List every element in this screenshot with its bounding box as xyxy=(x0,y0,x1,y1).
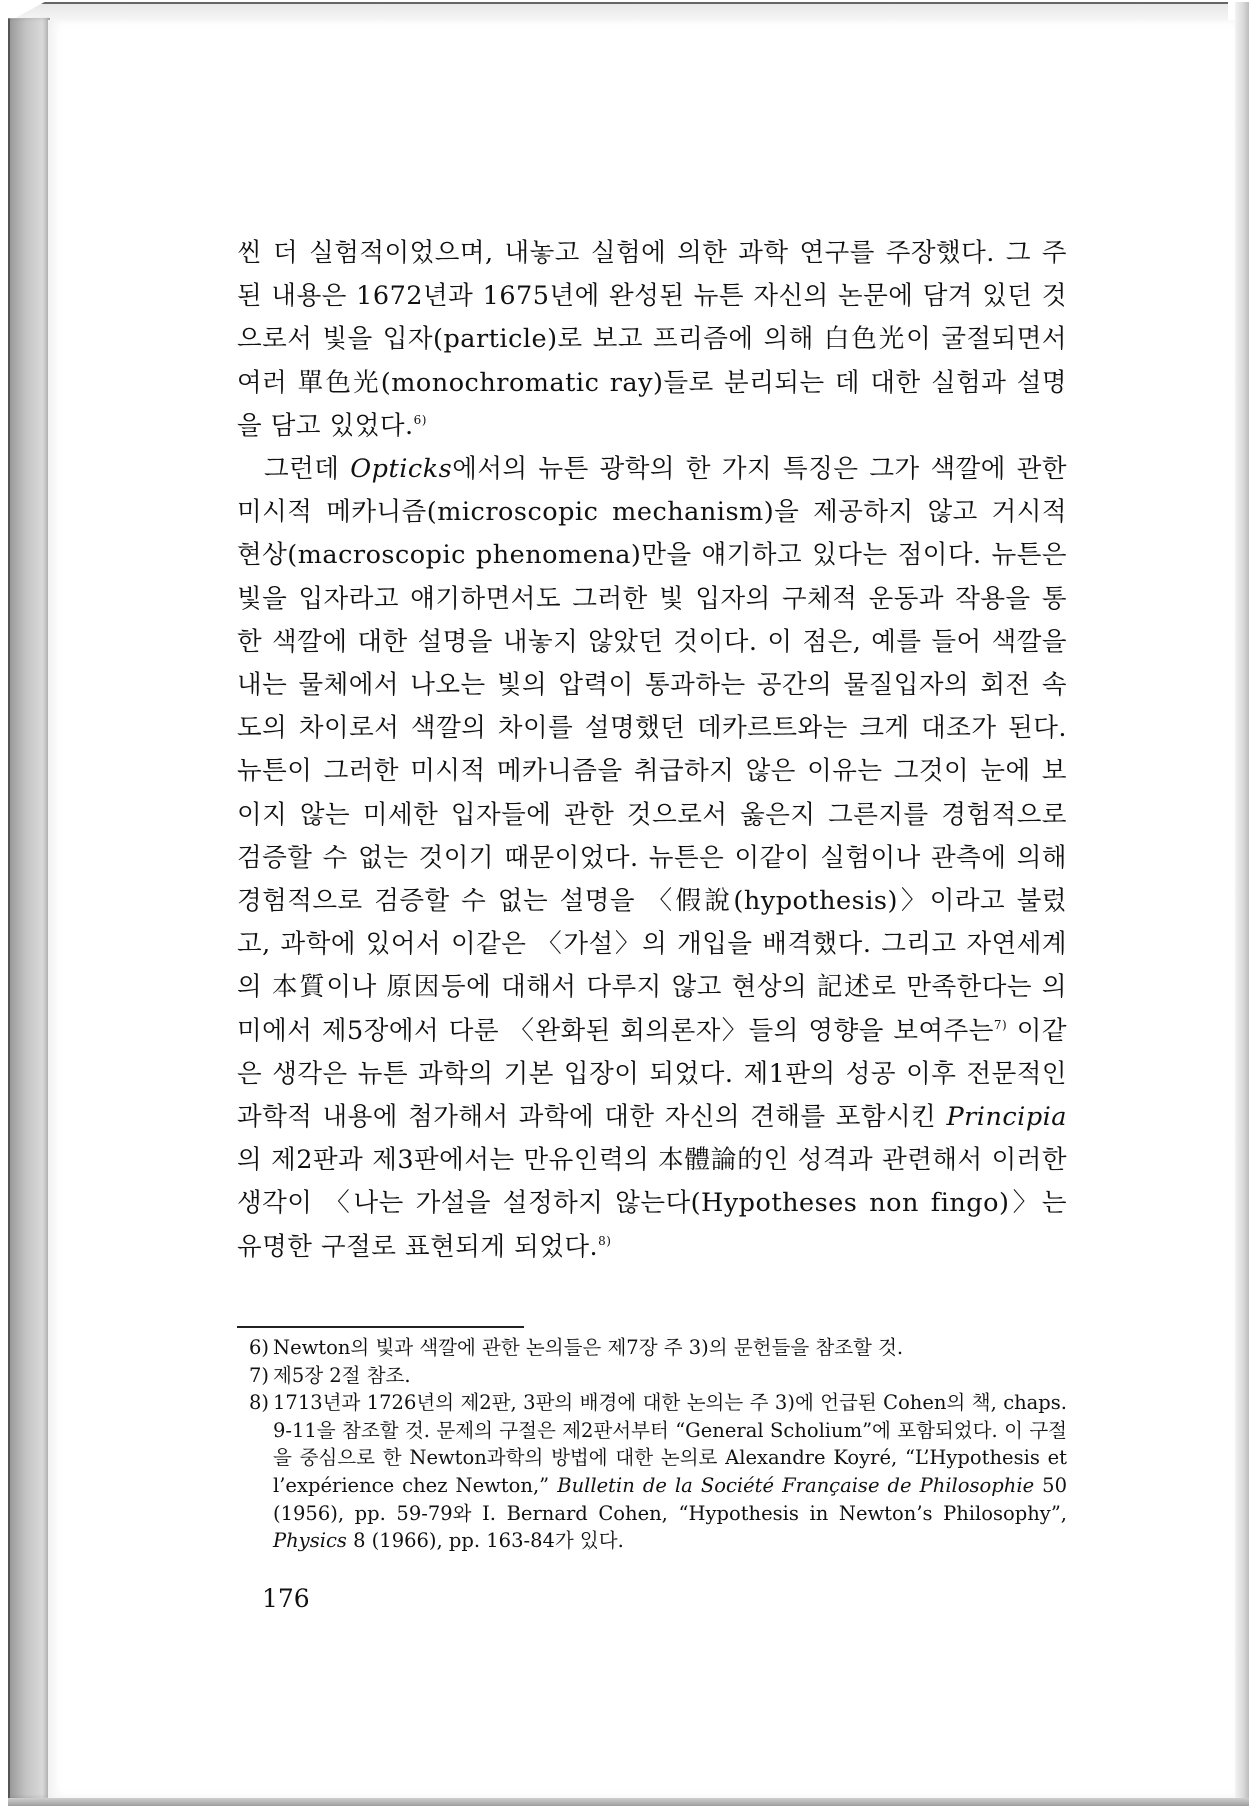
footnote-divider xyxy=(237,1326,524,1328)
book-right-edge xyxy=(1235,2,1249,1806)
physics-title: Physics xyxy=(273,1529,347,1553)
footnote-text: 제5장 2절 참조. xyxy=(273,1363,411,1387)
footnote-7 xyxy=(237,1362,1067,1390)
book-bottom-edge xyxy=(8,1798,1249,1806)
footnote-8 xyxy=(237,1389,1067,1555)
paragraph-2-text-c: 이같은 생각은 뉴튼 과학의 기본 입장이 되었다. 제1판의 성공 이후 전문적인 과학적 내용에 첨가해서 과학에 대한 자신의 견해를 포함시킨 xyxy=(237,1015,1068,1133)
footnote-number: 8) xyxy=(248,1391,269,1415)
footnote-number: 7) xyxy=(248,1363,269,1387)
opticks-title: Opticks xyxy=(350,454,453,485)
body-text xyxy=(237,232,1067,1269)
footnote-ref-8[interactable]: 8) xyxy=(598,1233,612,1248)
footnote-8-text-e: 8 (1966), pp. 163-84가 있다. xyxy=(346,1529,624,1553)
paragraph-2-text-a: 그런데 xyxy=(264,454,351,485)
footnote-text: Newton의 빛과 색깔에 관한 논의들은 제7장 주 3)의 문헌들을 참조할 것. xyxy=(273,1336,904,1359)
footnote-ref-7[interactable]: 7) xyxy=(993,1017,1008,1032)
bulletin-title: Bulletin de la Société Française de Philosophie xyxy=(557,1473,1035,1497)
page-number: 176 xyxy=(262,1584,310,1613)
paragraph-2 xyxy=(237,448,1067,1269)
paragraph-1-text: 씬 더 실험적이었으며, 내놓고 실험에 의한 과학 연구를 주장했다. 그 주된 내용은 1672년과 1675년에 완성된 뉴튼 자신의 논문에 담겨 있던 것으로서 빛을 입자(particle)로 보고 프리즘에 의해 白色光이 굴절되면서 여러 單色光(monochromatic ray)들로 분리되는 데 대한 실험과 설명을 담고 있었다. xyxy=(237,238,1067,441)
book-top-edge xyxy=(8,2,1228,22)
book-spine xyxy=(8,18,50,1798)
footnote-text xyxy=(273,1389,1067,1555)
footnote-number: 6) xyxy=(248,1336,269,1359)
footnotes xyxy=(237,1334,1067,1555)
principia-title: Principia xyxy=(946,1102,1067,1133)
paragraph-2-text-d: 의 제2판과 제3판에서는 만유인력의 本體論的인 성격과 관련해서 이러한 생각이 〈나는 가설을 설정하지 않는다(Hypotheses non fingo)〉는 유명한 구절로 표현되게 되었다. xyxy=(237,1145,1067,1262)
paragraph-2-text-b: 에서의 뉴튼 광학의 한 가지 특징은 그가 색깔에 관한 미시적 메카니즘(microscopic mechanism)을 제공하지 않고 거시적 현상(macroscopic phenomena)만을 얘기하고 있다는 점이다. 뉴튼은 빛을 입자라고 얘기하면서도 그러한 빛 입자의 구체적 운동과 작용을 통한 색깔에 대한 설명을 내놓지 않았던 것이다. 이 점은, 예를 들어 색깔을 내는 물체에서 나오는 빛의 압력이 통과하는 공간의 물질입자의 회전 속도의 차이로서 색깔의 차이를 설명했던 데카르트와는 크게 대조가 된다. 뉴튼이 그러한 미시적 메카니즘을 취급하지 않은 이유는 그것이 눈에 보이지 않는 미세한 입자들에 관한 것으로서 옳은지 그른지를 경험적으로 검증할 수 없는 것이기 때문이었다. 뉴튼은 이같이 실험이나 관측에 의해 경험적으로 검증할 수 없는 설명을 〈假說(hypothesis)〉이라고 불렀고, 과학에 있어서 이같은 〈가설〉의 개입을 배격했다. 그리고 자연세계의 本質이나 原因등에 대해서 다루지 않고 현상의 記述로 만족한다는 의미에서 제5장에서 다룬 〈완화된 회의론자〉들의 영향을 보여주는 xyxy=(237,454,1067,1046)
footnote-8-text-a: 1713년과 1726년의 제2판, 3판의 배경에 대한 논의는 주 3)에 언급된 Cohen의 책, chaps. 9-11을 참조할 것. 문제의 구절은 제2판서부터 “General Scholium”에 포함되었다. 이 구절을 중심으로 한 Newton과학의 방법에 대한 논의로 Alexandre Koyré, “L’Hypothesis et l’expérience chez Newton,” xyxy=(273,1391,1067,1497)
footnote-6 xyxy=(237,1334,1067,1362)
footnote-ref-6[interactable]: 6) xyxy=(413,412,427,427)
paragraph-1 xyxy=(237,232,1067,448)
footnote-8-text-c: 50 (1956), pp. 59-79와 I. Bernard Cohen, “Hypothesis in Newton’s Philosophy”, xyxy=(273,1473,1067,1525)
